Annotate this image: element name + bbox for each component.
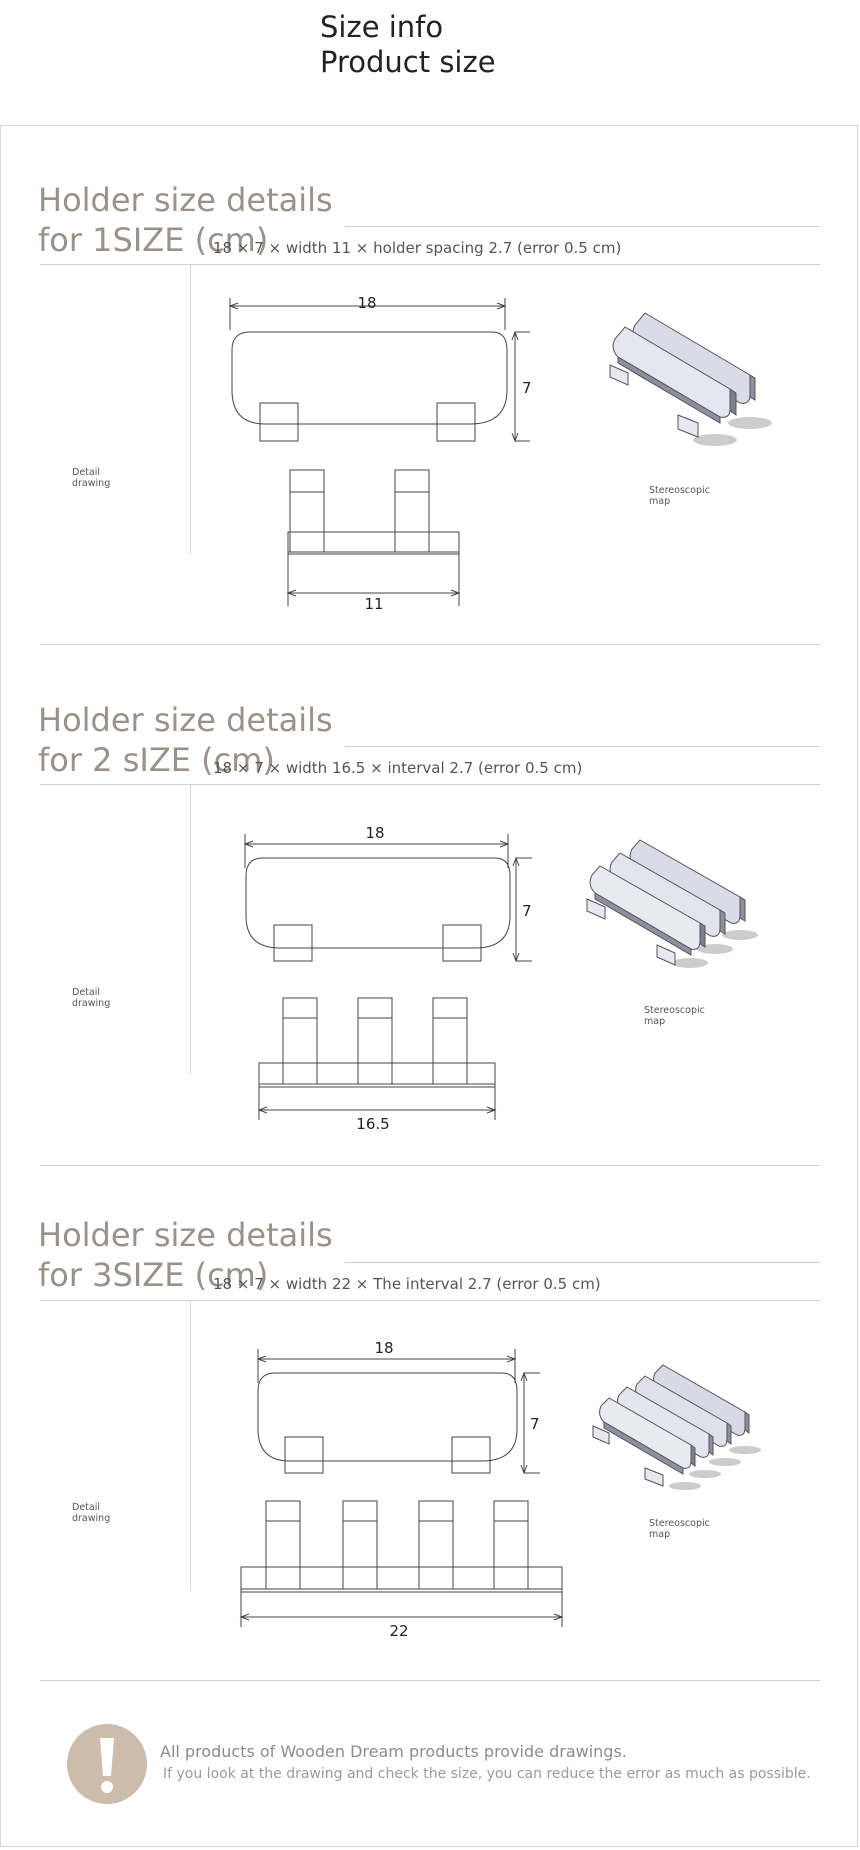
notice-line2: If you look at the drawing and check the size, you can reduce the error as much as possible. (163, 1766, 811, 1782)
section-title-line1: Holder size details (38, 181, 333, 219)
dim-width-label: 11 (364, 595, 384, 613)
stereoscopic-map-label: Stereoscopic map (644, 1005, 705, 1027)
section-title-line1: Holder size details (38, 1216, 333, 1254)
dim-height-label: 7 (522, 902, 532, 920)
dim-height-label: 7 (530, 1415, 540, 1433)
notice-line1: All products of Wooden Dream products provide drawings. (160, 1742, 627, 1761)
dim-height-label: 7 (522, 379, 532, 397)
size-section-3 (0, 1215, 860, 1685)
size-section-2 (0, 700, 860, 1170)
holder-3d-render (585, 1360, 785, 1510)
spec-text: 18 × 7 × width 22 × The interval 2.7 (error 0.5 cm) (213, 1275, 601, 1293)
stereoscopic-map-label: Stereoscopic map (649, 485, 710, 507)
holder-3d-render (600, 305, 800, 465)
section-title-line2: for 1SIZE (cm) (38, 221, 269, 259)
detail-drawing-label: Detail drawing (72, 1502, 111, 1524)
dim-width-label: 16.5 (356, 1115, 390, 1133)
page-header (0, 0, 860, 125)
spec-text: 18 × 7 × width 16.5 × interval 2.7 (error 0.5 cm) (213, 759, 583, 777)
dim-length-label: 18 (374, 1339, 394, 1357)
stereoscopic-map-label: Stereoscopic map (649, 1518, 710, 1540)
detail-drawing-label: Detail drawing (72, 467, 111, 489)
spec-text: 18 × 7 × width 11 × holder spacing 2.7 (error 0.5 cm) (213, 239, 622, 257)
dim-length-label: 18 (357, 294, 377, 312)
section-title-line2: for 3SIZE (cm) (38, 1256, 269, 1294)
header-title: Size info (320, 10, 444, 44)
detail-drawing-label: Detail drawing (72, 987, 111, 1009)
exclamation-icon (67, 1724, 147, 1804)
section-title-line1: Holder size details (38, 701, 333, 739)
section-title-line2: for 2 sIZE (cm) (38, 741, 275, 779)
size-section-1 (0, 180, 860, 650)
dim-length-label: 18 (365, 824, 385, 842)
holder-3d-render (575, 835, 775, 995)
header-subtitle: Product size (320, 45, 496, 79)
notice-banner (0, 1712, 860, 1822)
dim-width-label: 22 (389, 1622, 409, 1640)
